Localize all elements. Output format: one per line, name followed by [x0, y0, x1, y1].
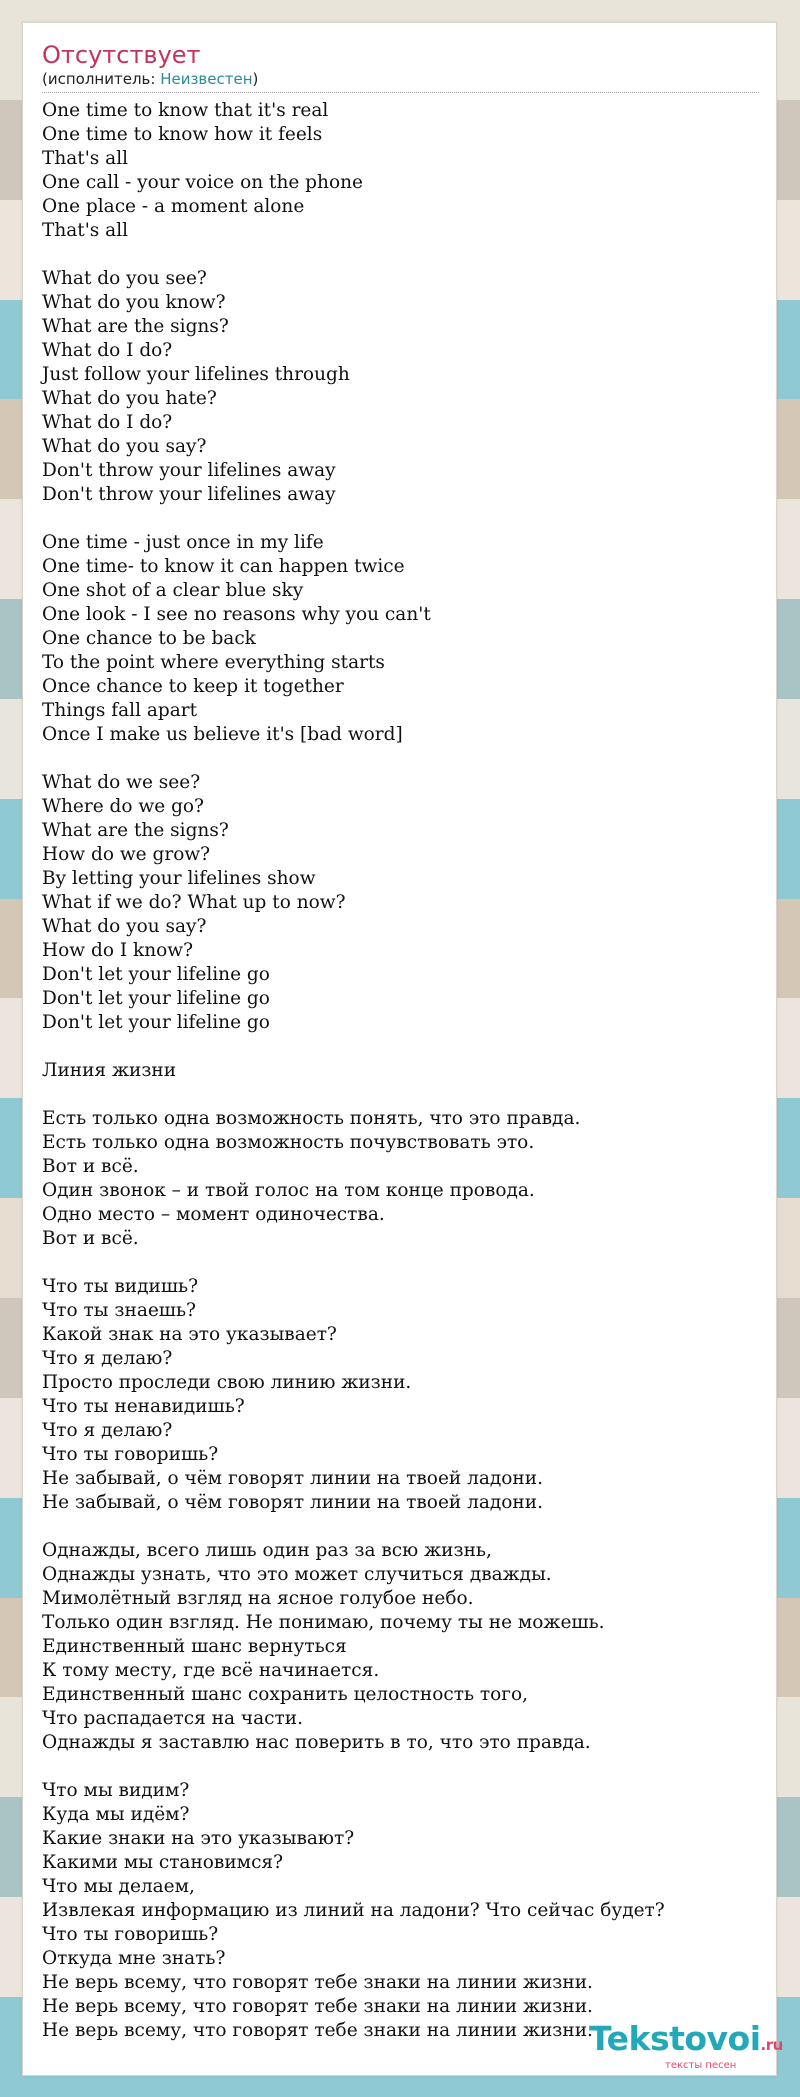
- lyric-line: Не верь всему, что говорят тебе знаки на линии жизни.: [42, 2020, 593, 2041]
- logo-wordmark: Tekstovoi: [589, 2019, 761, 2058]
- lyric-line: That's all: [42, 220, 129, 241]
- lyric-line: That's all: [42, 148, 129, 169]
- lyric-line: Что ты знаешь?: [42, 1300, 196, 1321]
- lyric-line: Don't let your lifeline go: [42, 1012, 270, 1033]
- lyric-line: Единственный шанс сохранить целостность того,: [42, 1684, 528, 1705]
- lyric-line: Не забывай, о чём говорят линии на твоей ладони.: [42, 1492, 543, 1513]
- lyric-line: Какими мы становимся?: [42, 1852, 284, 1873]
- song-title: Отсутствует: [42, 41, 201, 69]
- lyric-line: Какие знаки на это указывают?: [42, 1828, 355, 1849]
- lyric-line: What if we do? What up to now?: [42, 892, 346, 913]
- lyric-line: Don't let your lifeline go: [42, 988, 270, 1009]
- lyric-line: Что ты видишь?: [42, 1276, 199, 1297]
- artist-line: [42, 70, 759, 93]
- lyric-line: Once chance to keep it together: [42, 676, 344, 697]
- lyric-line: Откуда мне знать?: [42, 1948, 226, 1969]
- site-logo[interactable]: [589, 2019, 783, 2071]
- lyric-line: How do we grow?: [42, 844, 211, 865]
- lyric-line: What are the signs?: [42, 820, 229, 841]
- lyric-line: К тому месту, где всё начинается.: [42, 1660, 380, 1681]
- lyric-line: What do I do?: [42, 412, 173, 433]
- lyric-line: [42, 1083, 776, 1107]
- lyric-line: Единственный шанс вернуться: [42, 1636, 347, 1657]
- lyric-line: To the point where everything starts: [42, 652, 385, 673]
- lyric-line: Мимолётный взгляд на ясное голубое небо.: [42, 1588, 474, 1609]
- lyric-line: [42, 1035, 776, 1059]
- lyric-line: Не забывай, о чём говорят линии на твоей ладони.: [42, 1468, 543, 1489]
- lyric-line: Don't throw your lifelines away: [42, 460, 336, 481]
- logo-tld: .ru: [760, 2036, 783, 2054]
- lyric-line: Извлекая информацию из линий на ладони? Что сейчас будет?: [42, 1900, 665, 1921]
- lyric-line: [42, 1755, 776, 1779]
- lyric-line: [42, 507, 776, 531]
- lyric-line: Вот и всё.: [42, 1228, 139, 1249]
- lyric-line: Только один взгляд. Не понимаю, почему ты не можешь.: [42, 1612, 605, 1633]
- lyrics-card: [22, 22, 783, 2076]
- lyric-line: Одно место – момент одиночества.: [42, 1204, 385, 1225]
- lyric-line: Не верь всему, что говорят тебе знаки на линии жизни.: [42, 1972, 593, 1993]
- lyric-line: What do you say?: [42, 436, 207, 457]
- lyric-line: What do I do?: [42, 340, 173, 361]
- lyric-line: One place - a moment alone: [42, 196, 305, 217]
- lyric-line: Don't let your lifeline go: [42, 964, 270, 985]
- lyric-line: One time to know how it feels: [42, 124, 323, 145]
- lyric-line: Есть только одна возможность понять, что это правда.: [42, 1108, 581, 1129]
- lyric-line: Что ты говоришь?: [42, 1924, 219, 1945]
- lyric-line: Вот и всё.: [42, 1156, 139, 1177]
- lyric-line: How do I know?: [42, 940, 194, 961]
- lyric-line: Что мы делаем,: [42, 1876, 195, 1897]
- lyric-line: What do we see?: [42, 772, 201, 793]
- lyric-line: One time- to know it can happen twice: [42, 556, 405, 577]
- lyric-line: One time to know that it's real: [42, 100, 329, 121]
- lyric-line: What are the signs?: [42, 316, 229, 337]
- lyric-line: Есть только одна возможность почувствовать это.: [42, 1132, 535, 1153]
- lyric-line: What do you hate?: [42, 388, 217, 409]
- lyric-line: [42, 243, 776, 267]
- logo-tagline: тексты песен: [665, 2060, 737, 2071]
- lyric-line: Что ты говоришь?: [42, 1444, 219, 1465]
- lyric-line: Один звонок – и твой голос на том конце провода.: [42, 1180, 535, 1201]
- lyric-line: Once I make us believe it's [bad word]: [42, 724, 403, 745]
- lyric-line: Однажды я заставлю нас поверить в то, что это правда.: [42, 1732, 591, 1753]
- artist-suffix: ): [252, 70, 259, 88]
- lyric-line: Что мы видим?: [42, 1780, 190, 1801]
- lyric-line: Things fall apart: [42, 700, 198, 721]
- lyric-line: One shot of a clear blue sky: [42, 580, 304, 601]
- lyric-line: Однажды, всего лишь один раз за всю жизнь,: [42, 1540, 492, 1561]
- artist-link[interactable]: Неизвестен: [160, 70, 253, 88]
- lyric-line: Что ты ненавидишь?: [42, 1396, 245, 1417]
- lyric-line: [42, 1515, 776, 1539]
- artist-prefix: (исполнитель:: [42, 70, 161, 88]
- lyric-line: What do you know?: [42, 292, 226, 313]
- lyric-line: Линия жизни: [42, 1060, 177, 1081]
- song-header: [23, 23, 776, 93]
- lyric-line: Что я делаю?: [42, 1348, 173, 1369]
- lyric-line: One time - just once in my life: [42, 532, 324, 553]
- lyric-line: One chance to be back: [42, 628, 256, 649]
- lyric-line: Where do we go?: [42, 796, 204, 817]
- lyric-line: Однажды узнать, что это может случиться дважды.: [42, 1564, 552, 1585]
- lyric-line: Не верь всему, что говорят тебе знаки на линии жизни.: [42, 1996, 593, 2017]
- lyric-line: Какой знак на это указывает?: [42, 1324, 337, 1345]
- lyric-line: Что я делаю?: [42, 1420, 173, 1441]
- lyric-line: One look - I see no reasons why you can't: [42, 604, 431, 625]
- lyric-line: [42, 1251, 776, 1275]
- lyric-line: One call - your voice on the phone: [42, 172, 363, 193]
- lyric-line: What do you see?: [42, 268, 207, 289]
- lyric-line: By letting your lifelines show: [42, 868, 316, 889]
- lyric-line: Что распадается на части.: [42, 1708, 303, 1729]
- lyrics-text: [23, 93, 776, 2043]
- lyric-line: Just follow your lifelines through: [42, 364, 350, 385]
- lyric-line: Просто проследи свою линию жизни.: [42, 1372, 412, 1393]
- lyric-line: What do you say?: [42, 916, 207, 937]
- lyric-line: Куда мы идём?: [42, 1804, 190, 1825]
- lyric-line: Don't throw your lifelines away: [42, 484, 336, 505]
- lyric-line: [42, 747, 776, 771]
